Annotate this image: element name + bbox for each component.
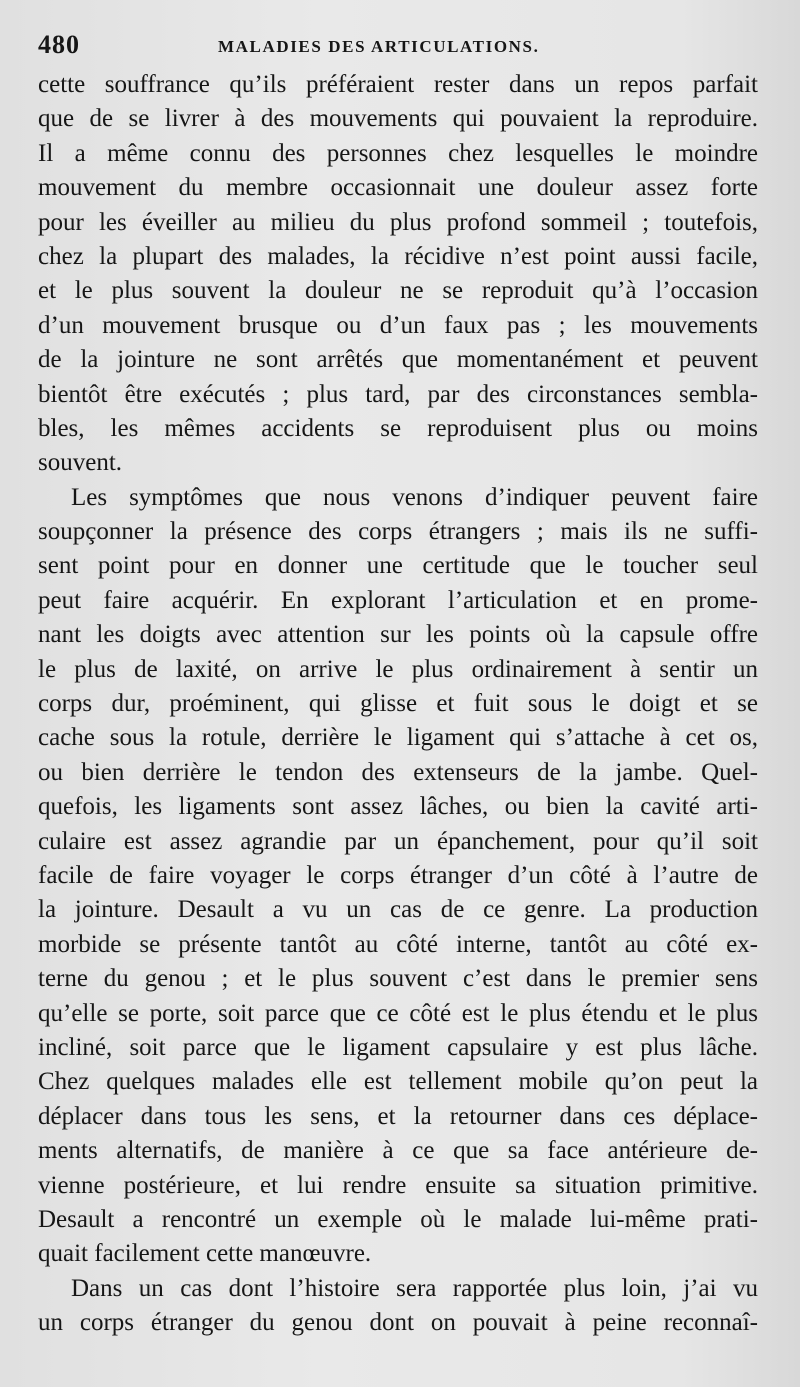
text-line: soupçonner la présence des corps étrangers ; mais ils ne suffi- xyxy=(38,518,758,546)
text-line: pour les éveiller au milieu du plus profond sommeil ; toutefois, xyxy=(38,208,758,236)
text-line: déplacer dans tous les sens, et la retourner dans ces déplace- xyxy=(38,1102,758,1130)
text-line: chez la plupart des malades, la récidive n’est point aussi facile, xyxy=(38,242,758,270)
paragraph-end-line: quait facilement cette manœuvre. xyxy=(38,1240,372,1268)
text-line: cache sous la rotule, derrière le ligament qui s’attache à cet os, xyxy=(38,724,758,752)
text-line: Il a même connu des personnes chez lesquelles le moindre xyxy=(38,139,758,167)
text-line: un corps étranger du genou dont on pouvait à peine reconnaî- xyxy=(38,1309,758,1337)
text-line: bientôt être exécutés ; plus tard, par des circonstances sembla- xyxy=(38,380,758,408)
text-line: la jointure. Desault a vu un cas de ce genre. La production xyxy=(38,896,758,924)
page-header xyxy=(38,30,764,64)
text-line: facile de faire voyager le corps étranger d’un côté à l’autre de xyxy=(38,861,758,889)
text-line: mouvement du membre occasionnait une douleur assez forte xyxy=(38,174,758,202)
text-line: cette souffrance qu’ils préféraient rester dans un repos parfait xyxy=(38,71,758,98)
text-line: de la jointure ne sont arrêtés que momentanément et peuvent xyxy=(38,346,758,374)
paragraph-start-line: Dans un cas dont l’histoire sera rapportée plus loin, j’ai vu xyxy=(71,1274,758,1302)
text-line: qu’elle se porte, soit parce que ce côté est le plus étendu et le plus xyxy=(38,999,758,1027)
text-line: nant les doigts avec attention sur les points où la capsule offre xyxy=(38,621,758,649)
text-line: incliné, soit parce que le ligament capsulaire y est plus lâche. xyxy=(38,1033,758,1061)
text-line: et le plus souvent la douleur ne se reproduit qu’à l’occasion xyxy=(38,277,758,305)
body-text xyxy=(38,68,758,1340)
text-line: bles, les mêmes accidents se reproduisent plus ou moins xyxy=(38,414,758,442)
text-line: culaire est assez agrandie par un épanchement, pour qu’il soit xyxy=(38,827,758,855)
text-line: morbide se présente tantôt au côté interne, tantôt au côté ex- xyxy=(38,930,758,958)
text-line: d’un mouvement brusque ou d’un faux pas ; les mouvements xyxy=(38,311,758,339)
text-line: Desault a rencontré un exemple où le malade lui-même prati- xyxy=(38,1205,758,1233)
text-line: peut faire acquérir. En explorant l’articulation et en prome- xyxy=(38,586,758,614)
text-line: le plus de laxité, on arrive le plus ordinairement à sentir un xyxy=(38,655,758,683)
text-line: corps dur, proéminent, qui glisse et fuit sous le doigt et se xyxy=(38,690,758,718)
paragraph-end-line: souvent. xyxy=(38,449,123,477)
text-line: vienne postérieure, et lui rendre ensuite sa situation primitive. xyxy=(38,1171,758,1199)
running-title: MALADIES DES ARTICULATIONS. xyxy=(218,37,540,56)
text-line: que de se livrer à des mouvements qui pouvaient la reproduire. xyxy=(38,105,758,133)
text-line: sent point pour en donner une certitude que le toucher seul xyxy=(38,552,758,580)
text-line: ou bien derrière le tendon des extenseurs de la jambe. Quel- xyxy=(38,758,758,786)
text-line: Chez quelques malades elle est tellement mobile qu’on peut la xyxy=(38,1068,758,1096)
page-number: 480 xyxy=(38,30,80,59)
text-line: quefois, les ligaments sont assez lâches, ou bien la cavité arti- xyxy=(38,793,758,821)
paragraph-start-line: Les symptômes que nous venons d’indiquer peuvent faire xyxy=(71,483,758,511)
text-line: terne du genou ; et le plus souvent c’est dans le premier sens xyxy=(38,965,758,993)
text-line: ments alternatifs, de manière à ce que sa face antérieure de- xyxy=(38,1137,758,1165)
